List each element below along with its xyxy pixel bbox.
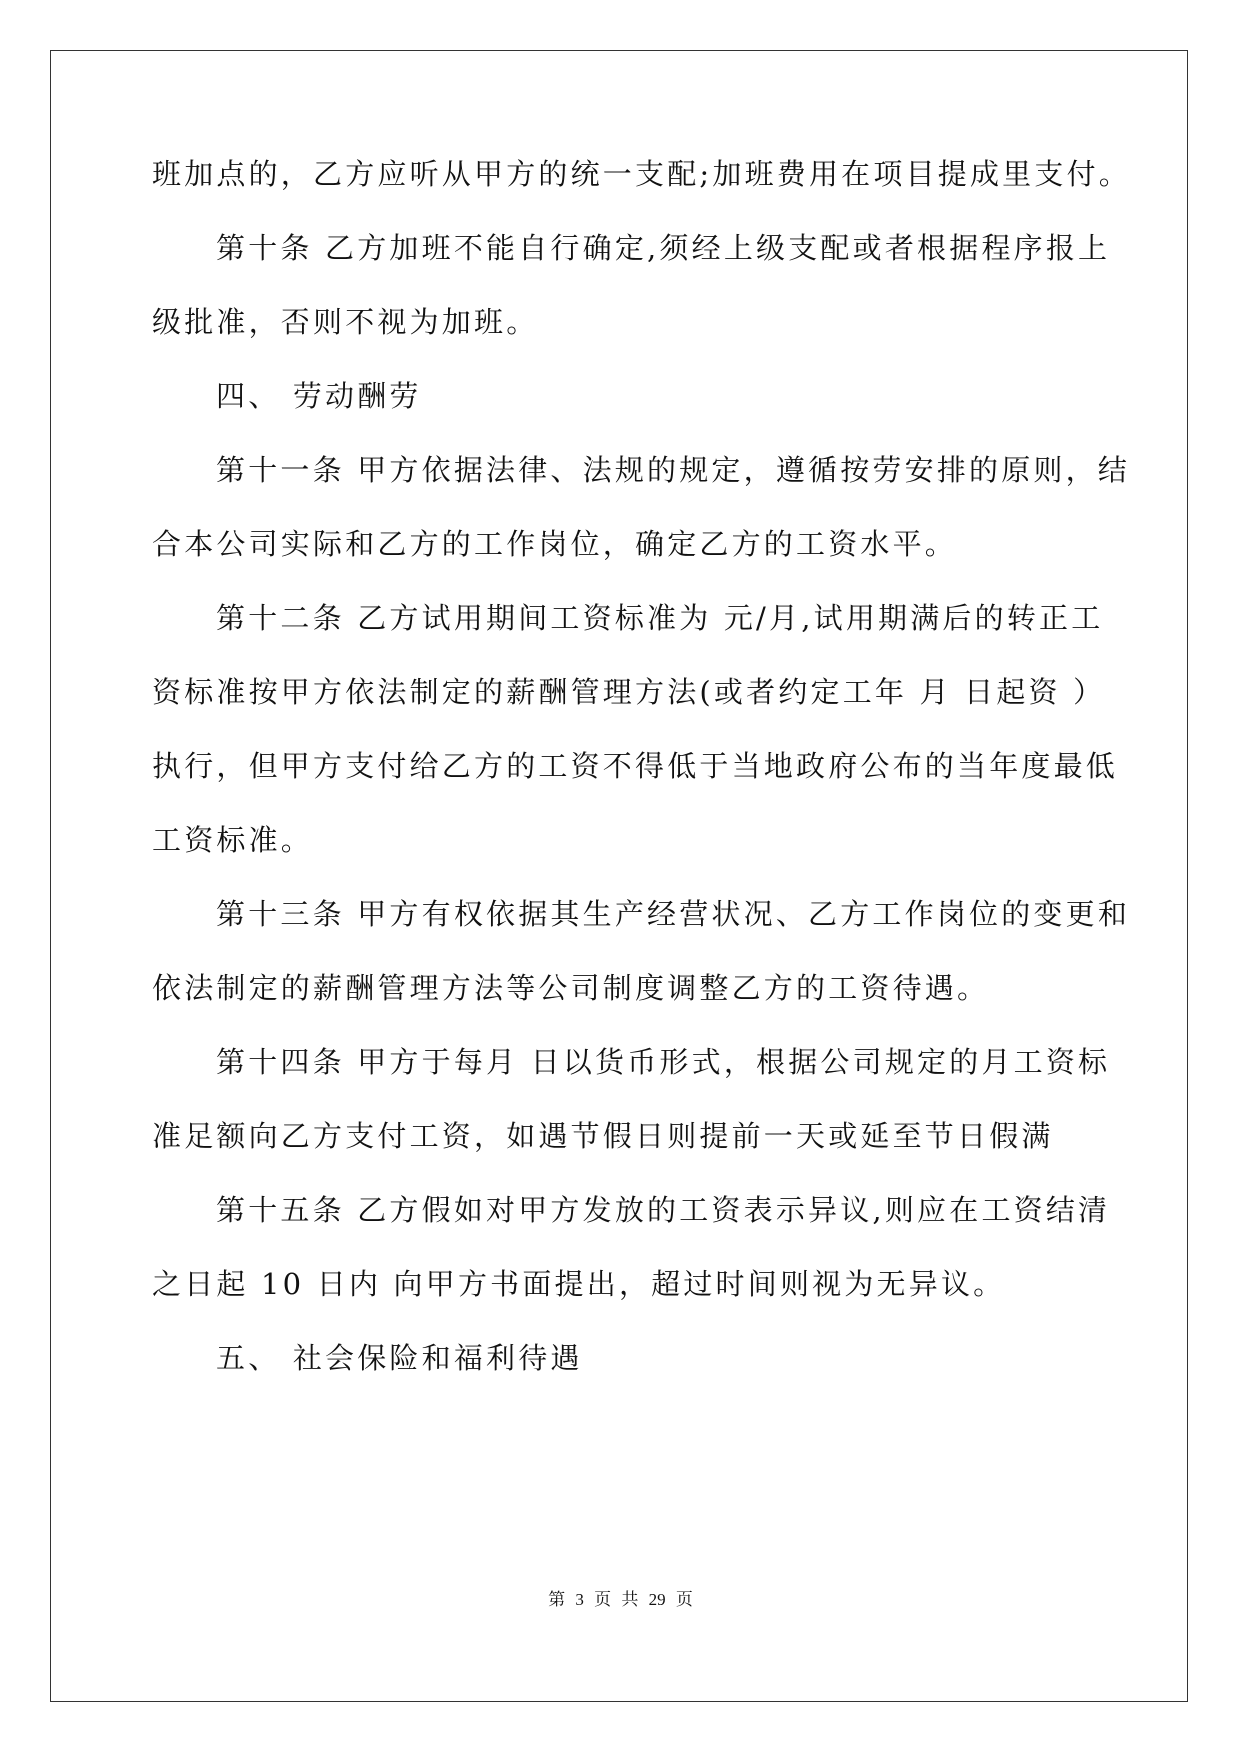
- article-13-line-1: 第十三条 甲方有权依据其生产经营状况、乙方工作岗位的变更和: [216, 897, 1131, 931]
- section-heading-5: 五、 社会保险和福利待遇: [216, 1341, 583, 1375]
- article-11-line-1: 第十一条 甲方依据法律、法规的规定，遵循按劳安排的原则，结: [216, 453, 1131, 487]
- article-12-line-1: 第十二条 乙方试用期间工资标准为 元/月,试用期满后的转正工: [216, 601, 1104, 635]
- article-13-line-2: 依法制定的薪酬管理方法等公司制度调整乙方的工资待遇。: [152, 971, 990, 1005]
- article-10-line-2: 级批准，否则不视为加班。: [152, 305, 539, 339]
- article-14-line-2: 准足额向乙方支付工资，如遇节假日则提前一天或延至节日假满: [152, 1119, 1054, 1153]
- section-heading-4: 四、 劳动酬劳: [216, 379, 422, 413]
- article-12-line-4: 工资标准。: [152, 823, 314, 857]
- text-line-1: 班加点的，乙方应听从甲方的统一支配;加班费用在项目提成里支付。: [152, 157, 1131, 191]
- page-number: 第 3 页 共 29 页: [548, 1590, 693, 1609]
- article-11-line-2: 合本公司实际和乙方的工作岗位，确定乙方的工资水平。: [152, 527, 958, 561]
- article-10-line-1: 第十条 乙方加班不能自行确定,须经上级支配或者根据程序报上: [216, 231, 1111, 265]
- page-border: [50, 50, 1188, 1702]
- article-12-line-3: 执行，但甲方支付给乙方的工资不得低于当地政府公布的当年度最低: [152, 749, 1119, 783]
- article-15-line-2: 之日起 10 日内 向甲方书面提出，超过时间则视为无异议。: [152, 1267, 1006, 1301]
- article-14-line-1: 第十四条 甲方于每月 日以货币形式，根据公司规定的月工资标: [216, 1045, 1111, 1079]
- article-15-line-1: 第十五条 乙方假如对甲方发放的工资表示异议,则应在工资结清: [216, 1193, 1111, 1227]
- article-12-line-2: 资标准按甲方依法制定的薪酬管理方法(或者约定工年 月 日起资 ）: [152, 675, 1106, 709]
